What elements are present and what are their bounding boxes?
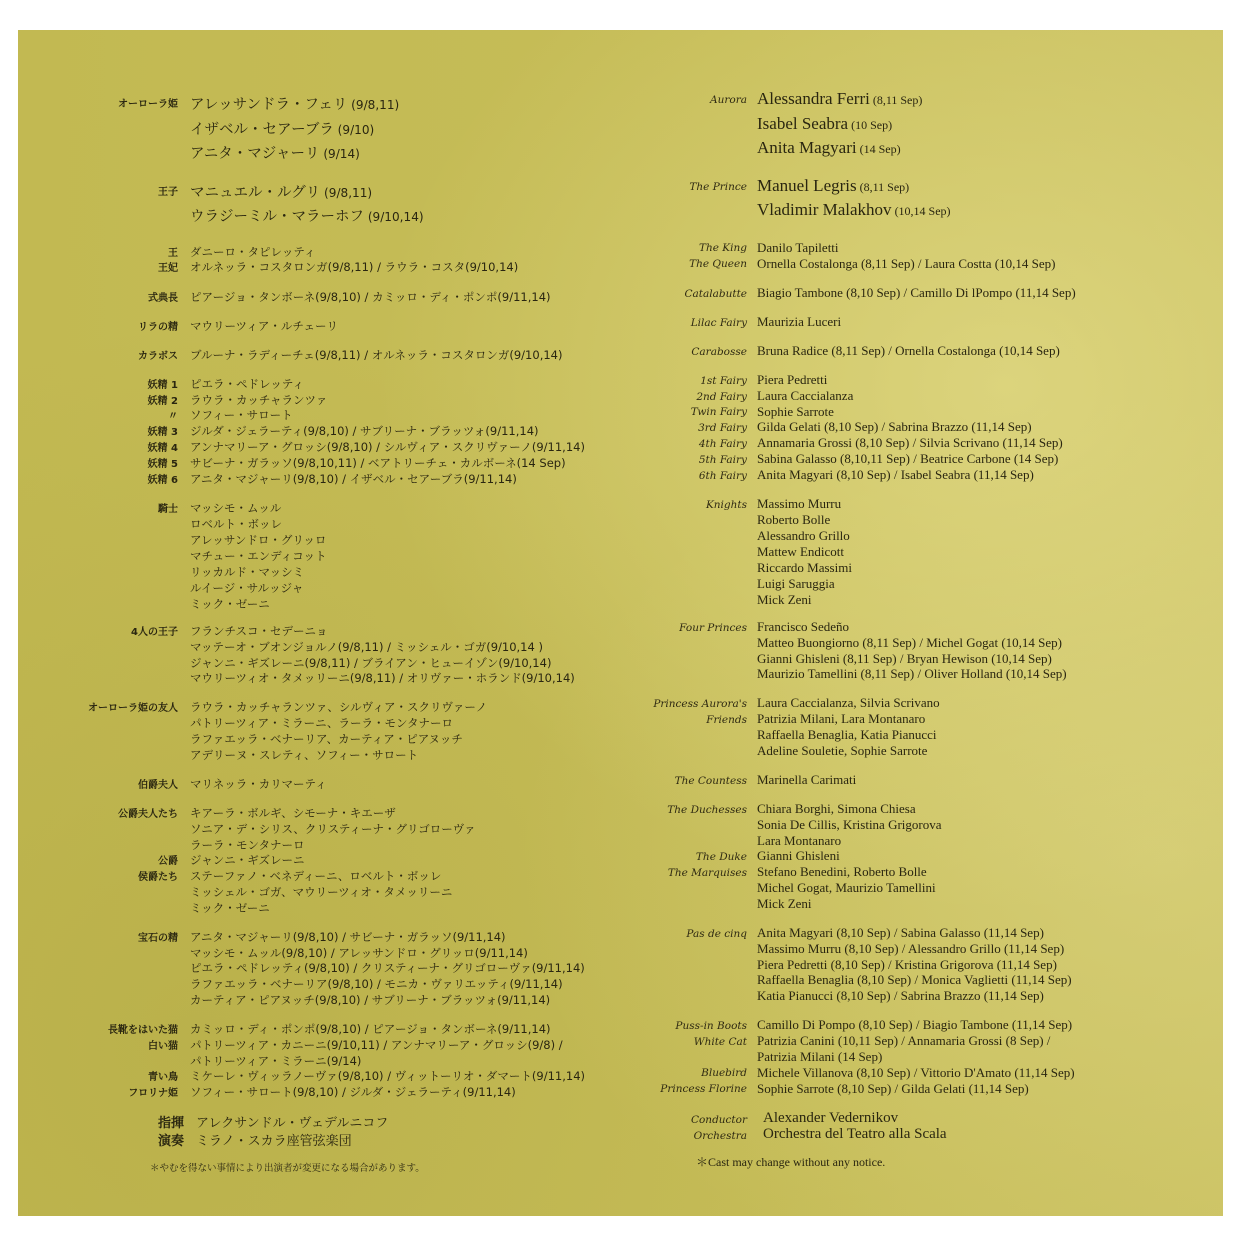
cast-name-en: [757, 114, 892, 134]
role-label-en: 1st Fairy: [700, 375, 747, 387]
role-label-en: The Countess: [674, 775, 747, 787]
cast-name-en: Raffaella Benaglia, Katia Pianucci: [757, 727, 937, 742]
cast-name-en: Marinella Carimati: [757, 772, 857, 787]
role-label-ja: 伯爵夫人: [138, 780, 178, 791]
role-label-en: The Prince: [689, 181, 747, 193]
role-label-ja: 妖精 5: [147, 459, 178, 470]
role-label-en: Friends: [706, 714, 747, 726]
conductor-label-en: Conductor: [690, 1114, 747, 1126]
cast-name-ja: ステーファノ・ベネディーニ、ロベルト・ボッレ: [190, 869, 442, 883]
cast-name-ja: カミッロ・ディ・ポンポ(9/8,10) / ピアージョ・タンボーネ(9/11,14): [190, 1022, 551, 1036]
role-label-ja: フロリナ姫: [128, 1088, 178, 1099]
orchestra-name-ja: ミラノ・スカラ座管弦楽団: [196, 1134, 352, 1149]
cast-name-ja: ジャンニ・ギズレーニ(9/8,11) / ブライアン・ヒューイゾン(9/10,14): [190, 656, 552, 670]
role-label-en: Pas de cinq: [686, 928, 747, 940]
role-label-en: Four Princes: [679, 622, 747, 634]
role-label-en: Twin Fairy: [690, 406, 747, 418]
cast-name-ja: ソフィー・サロート: [190, 408, 293, 422]
role-label-en: Bluebird: [701, 1067, 747, 1079]
cast-name-ja-name: マニュエル・ルグリ: [190, 185, 321, 201]
conductor-label-ja: 指揮: [157, 1116, 184, 1131]
cast-name-en: Stefano Benedini, Roberto Bolle: [757, 864, 927, 879]
cast-name-ja: アレッサンドロ・グリッロ: [190, 533, 327, 547]
role-label-en: 2nd Fairy: [696, 391, 747, 403]
role-label-ja: 〃: [168, 411, 178, 422]
cast-name-en: Annamaria Grossi (8,10 Sep) / Silvia Scrivano (11,14 Sep): [757, 435, 1063, 450]
role-label-ja: 妖精 6: [147, 475, 178, 486]
cast-name-ja: パトリーツィア・カニーニ(9/10,11) / アンナマリーア・グロッシ(9/8) /: [190, 1038, 563, 1052]
role-label-ja: リラの精: [138, 322, 178, 333]
cast-name-en: Gilda Gelati (8,10 Sep) / Sabrina Brazzo (11,14 Sep): [757, 419, 1032, 434]
cast-name-en: Gianni Ghisleni: [757, 848, 840, 863]
role-label-en: Carabosse: [691, 346, 747, 358]
role-label-en: Princess Florine: [660, 1083, 747, 1095]
cast-name-en: Maurizia Luceri: [757, 314, 842, 329]
role-label-ja: 白い猫: [148, 1041, 178, 1052]
cast-name-ja-dates: (9/8,11): [320, 186, 373, 200]
cast-name-en-dates: (10 Sep): [848, 118, 893, 132]
cast-name-ja: ロベルト・ボッレ: [190, 517, 282, 531]
cast-name-en: Raffaella Benaglia (8,10 Sep) / Monica Vaglietti (11,14 Sep): [757, 972, 1072, 987]
cast-name-en: Sabina Galasso (8,10,11 Sep) / Beatrice Carbone (14 Sep): [757, 451, 1059, 466]
role-label-en: White Cat: [693, 1036, 747, 1048]
role-label-en: 6th Fairy: [698, 470, 747, 482]
cast-name-en: Ornella Costalonga (8,11 Sep) / Laura Costta (10,14 Sep): [757, 256, 1056, 271]
cast-name-en: Katia Pianucci (8,10 Sep) / Sabrina Brazzo (11,14 Sep): [757, 988, 1044, 1003]
role-label-ja: 妖精 3: [147, 427, 178, 438]
role-label-ja: 妖精 1: [147, 380, 178, 391]
cast-name-en: Patrizia Milani (14 Sep): [757, 1049, 883, 1064]
cast-name-en: Laura Caccialanza, Silvia Scrivano: [757, 695, 940, 710]
cast-name-en: Sophie Sarrote: [757, 404, 834, 419]
cast-name-ja: アンナマリーア・グロッシ(9/8,10) / シルヴィア・スクリヴァーノ(9/11,14): [190, 440, 585, 454]
cast-name-en: Sophie Sarrote (8,10 Sep) / Gilda Gelati (11,14 Sep): [757, 1081, 1029, 1096]
cast-name-ja-name: アレッサンドラ・フェリ: [190, 97, 348, 113]
cast-name-ja: マチュー・エンディコット: [190, 549, 327, 563]
cast-name-ja: ラーラ・モンタナーロ: [190, 838, 305, 852]
cast-name-ja: [190, 205, 424, 226]
role-label-ja: 式典長: [148, 293, 178, 304]
cast-name-ja: マッシモ・ムッル(9/8,10) / アレッサンドロ・グリッロ(9/11,14): [190, 946, 528, 960]
cast-name-en: Patrizia Milani, Lara Montanaro: [757, 711, 926, 726]
cast-name-ja-dates: (9/14): [319, 147, 360, 161]
cast-name-ja: ブルーナ・ラディーチェ(9/8,11) / オルネッラ・コスタロンガ(9/10,14): [190, 348, 563, 362]
role-label-ja: 長靴をはいた猫: [108, 1025, 178, 1036]
cast-name-en: Matteo Buongiorno (8,11 Sep) / Michel Gogat (10,14 Sep): [757, 635, 1062, 650]
role-label-ja: 妖精 4: [147, 443, 178, 454]
cast-name-en: Mattew Endicott: [757, 544, 845, 559]
role-label-ja: 公爵: [158, 856, 178, 867]
cast-name-ja: [190, 181, 372, 202]
role-label-en: Aurora: [710, 94, 747, 106]
cast-name-en: [757, 89, 922, 109]
cast-name-ja-dates: (9/8,11): [347, 98, 400, 112]
cast-name-en: Massimo Murru (8,10 Sep) / Alessandro Grillo (11,14 Sep): [757, 941, 1065, 956]
cast-name-ja: ピアージョ・タンボーネ(9/8,10) / カミッロ・ディ・ポンポ(9/11,14): [190, 290, 551, 304]
role-label-ja: オーローラ姫の友人: [88, 703, 178, 714]
cast-name-ja: オルネッラ・コスタロンガ(9/8,11) / ラウラ・コスタ(9/10,14): [190, 260, 519, 274]
role-label-ja: 青い鳥: [148, 1072, 178, 1083]
cast-name-en: [757, 200, 951, 220]
role-label-en: Knights: [705, 499, 747, 511]
cast-name-ja: パトリーツィア・ミラーニ、ラーラ・モンタナーロ: [190, 716, 454, 730]
cast-name-ja: ピエラ・ペドレッティ(9/8,10) / クリスティーナ・グリゴローヴァ(9/11,14): [190, 961, 585, 975]
role-label-ja: 騎士: [158, 504, 178, 515]
cast-name-ja: ミック・ゼーニ: [190, 597, 270, 611]
role-label-en: 4th Fairy: [698, 438, 747, 450]
conductor-name-ja: アレクサンドル・ヴェデルニコフ: [196, 1116, 389, 1131]
cast-name-ja: ミッシェル・ゴガ、マウリーツィオ・タメッリーニ: [190, 885, 453, 899]
cast-name-en-name: Anita Magyari: [757, 138, 857, 157]
role-label-en: The King: [698, 242, 747, 254]
cast-name-en: Michele Villanova (8,10 Sep) / Vittorio D'Amato (11,14 Sep): [757, 1065, 1075, 1080]
cast-name-en: Alessandro Grillo: [757, 528, 850, 543]
role-label-ja: カラボス: [138, 351, 178, 362]
role-label-ja: オーローラ姫: [118, 99, 178, 110]
cast-name-en: Michel Gogat, Maurizio Tamellini: [757, 880, 936, 895]
orchestra-name-en: Orchestra del Teatro alla Scala: [763, 1126, 947, 1142]
cast-name-ja: アデリーヌ・スレティ、ソフィー・サロート: [190, 748, 419, 762]
cast-name-ja: マリネッラ・カリマーティ: [190, 777, 327, 791]
cast-name-en-dates: (14 Sep): [856, 142, 901, 156]
role-label-en: Catalabutte: [684, 288, 747, 300]
cast-name-en: Mick Zeni: [757, 896, 812, 911]
cast-name-ja: ジャンニ・ギズレーニ: [190, 853, 305, 867]
cast-name-en: Roberto Bolle: [757, 512, 831, 527]
cast-name-ja: マッシモ・ムッル: [190, 501, 282, 515]
role-label-ja: 4人の王子: [131, 627, 178, 638]
cast-name-en: [757, 176, 909, 196]
cast-name-en-name: Manuel Legris: [757, 176, 857, 195]
cast-name-en: Piera Pedretti (8,10 Sep) / Kristina Grigorova (11,14 Sep): [757, 957, 1057, 972]
cast-name-en: Francisco Sedeño: [757, 619, 850, 634]
cast-name-en: Luigi Saruggia: [757, 576, 835, 591]
cast-name-en: Riccardo Massimi: [757, 560, 852, 575]
cast-name-ja-name: イザベル・セアーブラ: [190, 122, 334, 138]
role-label-ja: 王: [168, 248, 178, 259]
cast-name-en: Anita Magyari (8,10 Sep) / Sabina Galasso (11,14 Sep): [757, 925, 1044, 940]
cast-name-en: Gianni Ghisleni (8,11 Sep) / Bryan Hewison (10,14 Sep): [757, 651, 1052, 666]
role-label-ja: 妖精 2: [147, 396, 178, 407]
cast-name-en: Chiara Borghi, Simona Chiesa: [757, 801, 916, 816]
cast-name-ja: マウリーツィオ・タメッリーニ(9/8,11) / オリヴァー・ホランド(9/10,14): [190, 671, 575, 685]
cast-name-en: Patrizia Canini (10,11 Sep) / Annamaria Grossi (8 Sep) /: [757, 1033, 1051, 1048]
cast-name-ja: ソニア・デ・シリス、クリスティーナ・グリゴローヴァ: [190, 822, 476, 836]
cast-name-ja: ジルダ・ジェラーティ(9/8,10) / サブリーナ・ブラッツォ(9/11,14): [190, 424, 539, 438]
cast-name-ja: サビーナ・ガラッソ(9/8,10,11) / ベアトリーチェ・カルボーネ(14 Sep): [190, 456, 566, 470]
cast-name-ja: ラウラ・カッチャランツァ、シルヴィア・スクリヴァーノ: [190, 700, 488, 714]
orchestra-label-en: Orchestra: [693, 1130, 747, 1142]
cast-name-ja-dates: (9/10,14): [364, 210, 424, 224]
cast-name-ja: ラファエッラ・ベナーリア(9/8,10) / モニカ・ヴァリエッティ(9/11,14): [190, 977, 563, 991]
cast-name-en: Danilo Tapiletti: [757, 240, 839, 255]
cast-name-ja-dates: (9/10): [333, 123, 375, 137]
cast-name-ja: [190, 93, 399, 114]
cast-name-ja: ダニーロ・タピレッティ: [190, 245, 316, 259]
cast-name-en: [757, 138, 901, 158]
cast-name-ja: ラウラ・カッチャランツァ: [190, 393, 328, 407]
conductor-name-en: Alexander Vedernikov: [763, 1110, 899, 1126]
cast-name-ja-name: ウラジーミル・マラーホフ: [190, 209, 364, 225]
cast-name-en: Maurizio Tamellini (8,11 Sep) / Oliver Holland (10,14 Sep): [757, 666, 1067, 681]
role-label-en: Lilac Fairy: [690, 317, 747, 329]
cast-name-ja: ルイージ・サルッジャ: [190, 581, 304, 595]
role-label-en: The Duchesses: [667, 804, 747, 816]
cast-name-en: Laura Caccialanza: [757, 388, 854, 403]
cast-name-ja: パトリーツィア・ミラーニ(9/14): [190, 1054, 362, 1068]
cast-name-en-dates: (10,14 Sep): [891, 204, 951, 218]
cast-name-en-dates: (8,11 Sep): [856, 180, 910, 194]
cast-name-en: Mick Zeni: [757, 592, 812, 607]
cast-name-ja: アニタ・マジャーリ(9/8,10) / サビーナ・ガラッソ(9/11,14): [190, 930, 506, 944]
cast-name-ja: ソフィー・サロート(9/8,10) / ジルダ・ジェラーティ(9/11,14): [190, 1085, 516, 1099]
cast-name-en: Anita Magyari (8,10 Sep) / Isabel Seabra (11,14 Sep): [757, 467, 1034, 482]
cast-name-en: Lara Montanaro: [757, 833, 842, 848]
cast-name-en-dates: (8,11 Sep): [869, 93, 923, 107]
role-label-ja: 宝石の精: [138, 933, 178, 944]
cast-name-ja: キアーラ・ボルギ、シモーナ・キエーザ: [190, 806, 396, 820]
cast-change-note-ja: ＊やむを得ない事情により出演者が変更になる場合があります。: [150, 1163, 425, 1174]
role-label-en: Puss-in Boots: [675, 1020, 747, 1032]
cast-name-en: Biagio Tambone (8,10 Sep) / Camillo Di lPompo (11,14 Sep): [757, 285, 1076, 300]
role-label-en: 5th Fairy: [698, 454, 747, 466]
cast-name-ja: カーティア・ピアヌッチ(9/8,10) / サブリーナ・ブラッツォ(9/11,14): [190, 993, 551, 1007]
cast-name-en: Adeline Souletie, Sophie Sarrote: [757, 743, 928, 758]
role-label-en: The Queen: [689, 258, 747, 270]
cast-name-ja: ラファエッラ・ベナーリア、カーティア・ピアヌッチ: [190, 732, 463, 746]
cast-name-ja: ミック・ゼーニ: [190, 901, 270, 915]
role-label-ja: 侯爵たち: [138, 872, 178, 883]
cast-name-ja: リッカルド・マッシミ: [190, 565, 305, 579]
cast-name-en-name: Vladimir Malakhov: [757, 200, 892, 219]
role-label-ja: 公爵夫人たち: [118, 809, 178, 820]
cast-name-en: Massimo Murru: [757, 496, 842, 511]
cast-name-ja: [190, 142, 360, 163]
cast-name-en: Camillo Di Pompo (8,10 Sep) / Biagio Tambone (11,14 Sep): [757, 1017, 1073, 1032]
cast-name-en: Sonia De Cillis, Kristina Grigorova: [757, 817, 942, 832]
cast-name-ja-name: アニタ・マジャーリ: [190, 146, 320, 162]
role-label-ja: 王子: [158, 187, 178, 198]
cast-name-ja: ピエラ・ペドレッティ: [190, 377, 304, 391]
cast-change-note-en: ＊Cast may change without any notice.: [696, 1155, 886, 1169]
cast-name-en-name: Alessandra Ferri: [757, 89, 870, 108]
role-label-en: Princess Aurora's: [653, 698, 747, 710]
role-label-en: The Marquises: [667, 867, 747, 879]
cast-name-ja: アニタ・マジャーリ(9/8,10) / イザベル・セアーブラ(9/11,14): [190, 472, 517, 486]
cast-name-ja: フランチスコ・セデーニョ: [190, 624, 328, 638]
role-label-en: The Duke: [695, 851, 747, 863]
orchestra-label-ja: 演奏: [157, 1134, 184, 1149]
role-label-ja: 王妃: [158, 263, 178, 274]
cast-name-ja: [190, 118, 374, 139]
cast-name-en: Piera Pedretti: [757, 372, 828, 387]
cast-name-ja: マッテーオ・ブオンジョルノ(9/8,11) / ミッシェル・ゴガ(9/10,14 ): [190, 640, 543, 654]
cast-name-en: Bruna Radice (8,11 Sep) / Ornella Costalonga (10,14 Sep): [757, 343, 1060, 358]
cast-name-en-name: Isabel Seabra: [757, 114, 849, 133]
cast-name-ja: ミケーレ・ヴィッラノーヴァ(9/8,10) / ヴィットーリオ・ダマート(9/11,14): [190, 1069, 586, 1083]
cast-name-ja: マウリーツィア・ルチェーリ: [190, 319, 339, 333]
role-label-en: 3rd Fairy: [698, 422, 747, 434]
